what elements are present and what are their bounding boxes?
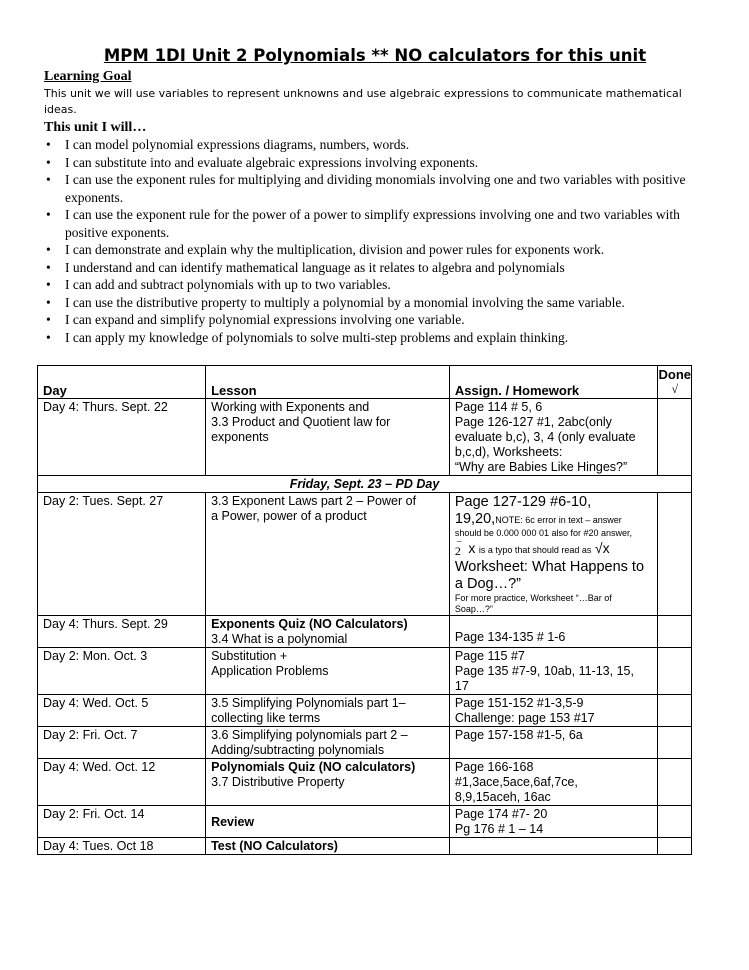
lesson-cell: Working with Exponents and 3.3 Product and Quotient law for exponents: [206, 399, 450, 476]
day-cell: Day 4: Thurs. Sept. 29: [38, 616, 206, 648]
pd-day-row: [38, 476, 692, 493]
goal-item: • I can use the exponent rule for the power of a power to simplify expressions involving one and two variables with positive exponents.: [46, 207, 680, 240]
done-cell[interactable]: [658, 399, 692, 476]
done-cell[interactable]: [658, 493, 692, 616]
table-row: [38, 399, 692, 476]
header-homework: Assign. / Homework: [449, 366, 658, 399]
learning-goal-text: This unit we will use variables to represent unknowns and use algebraic expressions to communicate mathematical ideas.: [44, 87, 682, 116]
fraction-expression: – 2: [454, 536, 462, 558]
day-cell: Day 4: Thurs. Sept. 22: [38, 399, 206, 476]
bullet-icon: •: [46, 154, 51, 170]
header-lesson: Lesson: [206, 366, 450, 399]
goal-item: • I can use the exponent rules for multiplying and dividing monomials involving one and two variables with positive exponents.: [46, 172, 686, 205]
table-row: [38, 648, 692, 695]
homework-cell: [449, 838, 658, 855]
day-cell: Day 2: Fri. Oct. 14: [38, 806, 206, 838]
done-cell[interactable]: [658, 648, 692, 695]
homework-cell: Page 151-152 #1-3,5-9 Challenge: page 153 #17: [449, 695, 658, 727]
day-cell: Day 4: Tues. Oct 18: [38, 838, 206, 855]
done-cell[interactable]: [658, 838, 692, 855]
table-row: [38, 838, 692, 855]
sqrt-x-expression: √x: [594, 540, 610, 556]
lesson-cell: Test (NO Calculators): [206, 838, 450, 855]
lesson-cell: Polynomials Quiz (NO calculators) 3.7 Distributive Property: [206, 759, 450, 806]
table-row: [38, 759, 692, 806]
bullet-icon: •: [46, 242, 51, 257]
lesson-cell: 3.6 Simplifying polynomials part 2 – Adding/subtracting polynomials: [206, 727, 450, 759]
learning-goal-heading: Learning Goal: [44, 69, 132, 84]
homework-cell: Page 114 # 5, 6 Page 126-127 #1, 2abc(only evaluate b,c), 3, 4 (only evaluate b,c,d), Worksheets: “Why are Babies Like Hinges?”: [449, 399, 658, 476]
goal-item: • I can apply my knowledge of polynomials to solve multi-step problems and explain thinking.: [46, 329, 569, 345]
bullet-icon: •: [46, 259, 51, 275]
day-cell: Day 2: Tues. Sept. 27: [38, 493, 206, 616]
table-row: [38, 616, 692, 648]
unit-goals-heading: This unit I will…: [44, 120, 147, 135]
lesson-cell: Review: [206, 806, 450, 838]
homework-cell: Page 127-129 #6-10, 19,20,NOTE: 6c error in text – answer should be 0.000 000 01 also for #20 answer, – 2 x is a typo that should read as √x Worksheet: What Happens to a Dog…?” For more practice, Worksheet “…Bar of Soap…?”: [449, 493, 658, 616]
bullet-icon: •: [46, 207, 51, 222]
bullet-icon: •: [46, 172, 51, 187]
goal-item: • I can demonstrate and explain why the multiplication, division and power rules for exponents work.: [46, 242, 605, 257]
bullet-icon: •: [46, 294, 51, 310]
day-cell: Day 4: Wed. Oct. 12: [38, 759, 206, 806]
done-cell[interactable]: [658, 616, 692, 648]
goal-item: • I can add and subtract polynomials with up to two variables.: [46, 277, 391, 292]
table-row: [38, 493, 692, 616]
done-cell[interactable]: [658, 727, 692, 759]
goal-item: • I can expand and simplify polynomial expressions involving one variable.: [46, 312, 465, 327]
goal-item: • I understand and can identify mathematical language as it relates to algebra and polynomials: [46, 259, 565, 275]
lesson-cell: 3.3 Exponent Laws part 2 – Power of a Power, power of a product: [206, 493, 450, 616]
unit-goals-list: [44, 136, 704, 346]
bullet-icon: •: [46, 312, 51, 327]
pd-day-label: Friday, Sept. 23 – PD Day: [38, 476, 692, 493]
homework-cell: Page 174 #7- 20 Pg 176 # 1 – 14: [449, 806, 658, 838]
goal-item: • I can use the distributive property to multiply a polynomial by a monomial involving the same variable.: [46, 294, 625, 310]
bullet-icon: •: [46, 329, 51, 345]
table-header-row: [38, 366, 692, 399]
page-title: MPM 1DI Unit 2 Polynomials ** NO calculators for this unit: [103, 46, 647, 65]
bullet-icon: •: [46, 277, 51, 292]
goal-item: • I can substitute into and evaluate algebraic expressions involving exponents.: [46, 154, 479, 170]
table-row: [38, 727, 692, 759]
day-cell: Day 2: Fri. Oct. 7: [38, 727, 206, 759]
homework-cell: Page 134-135 # 1-6: [449, 616, 658, 648]
day-cell: Day 2: Mon. Oct. 3: [38, 648, 206, 695]
check-mark-icon: √: [671, 382, 679, 396]
table-row: [38, 806, 692, 838]
done-label: Done: [658, 367, 691, 382]
lesson-cell: Substitution + Application Problems: [206, 648, 450, 695]
goal-item: • I can model polynomial expressions diagrams, numbers, words.: [46, 137, 410, 152]
day-cell: Day 4: Wed. Oct. 5: [38, 695, 206, 727]
done-cell[interactable]: [658, 759, 692, 806]
homework-cell: Page 166-168 #1,3ace,5ace,6af,7ce, 8,9,15aceh, 16ac: [449, 759, 658, 806]
table-row: [38, 695, 692, 727]
done-cell[interactable]: [658, 695, 692, 727]
header-day: Day: [38, 366, 206, 399]
lesson-cell: Exponents Quiz (NO Calculators) 3.4 What is a polynomial: [206, 616, 450, 648]
schedule-table: [37, 365, 692, 855]
lesson-cell: 3.5 Simplifying Polynomials part 1– collecting like terms: [206, 695, 450, 727]
homework-cell: Page 115 #7 Page 135 #7-9, 10ab, 11-13, 15, 17: [449, 648, 658, 695]
homework-cell: Page 157-158 #1-5, 6a: [449, 727, 658, 759]
header-done: [658, 366, 692, 399]
bullet-icon: •: [46, 137, 51, 152]
done-cell[interactable]: [658, 806, 692, 838]
